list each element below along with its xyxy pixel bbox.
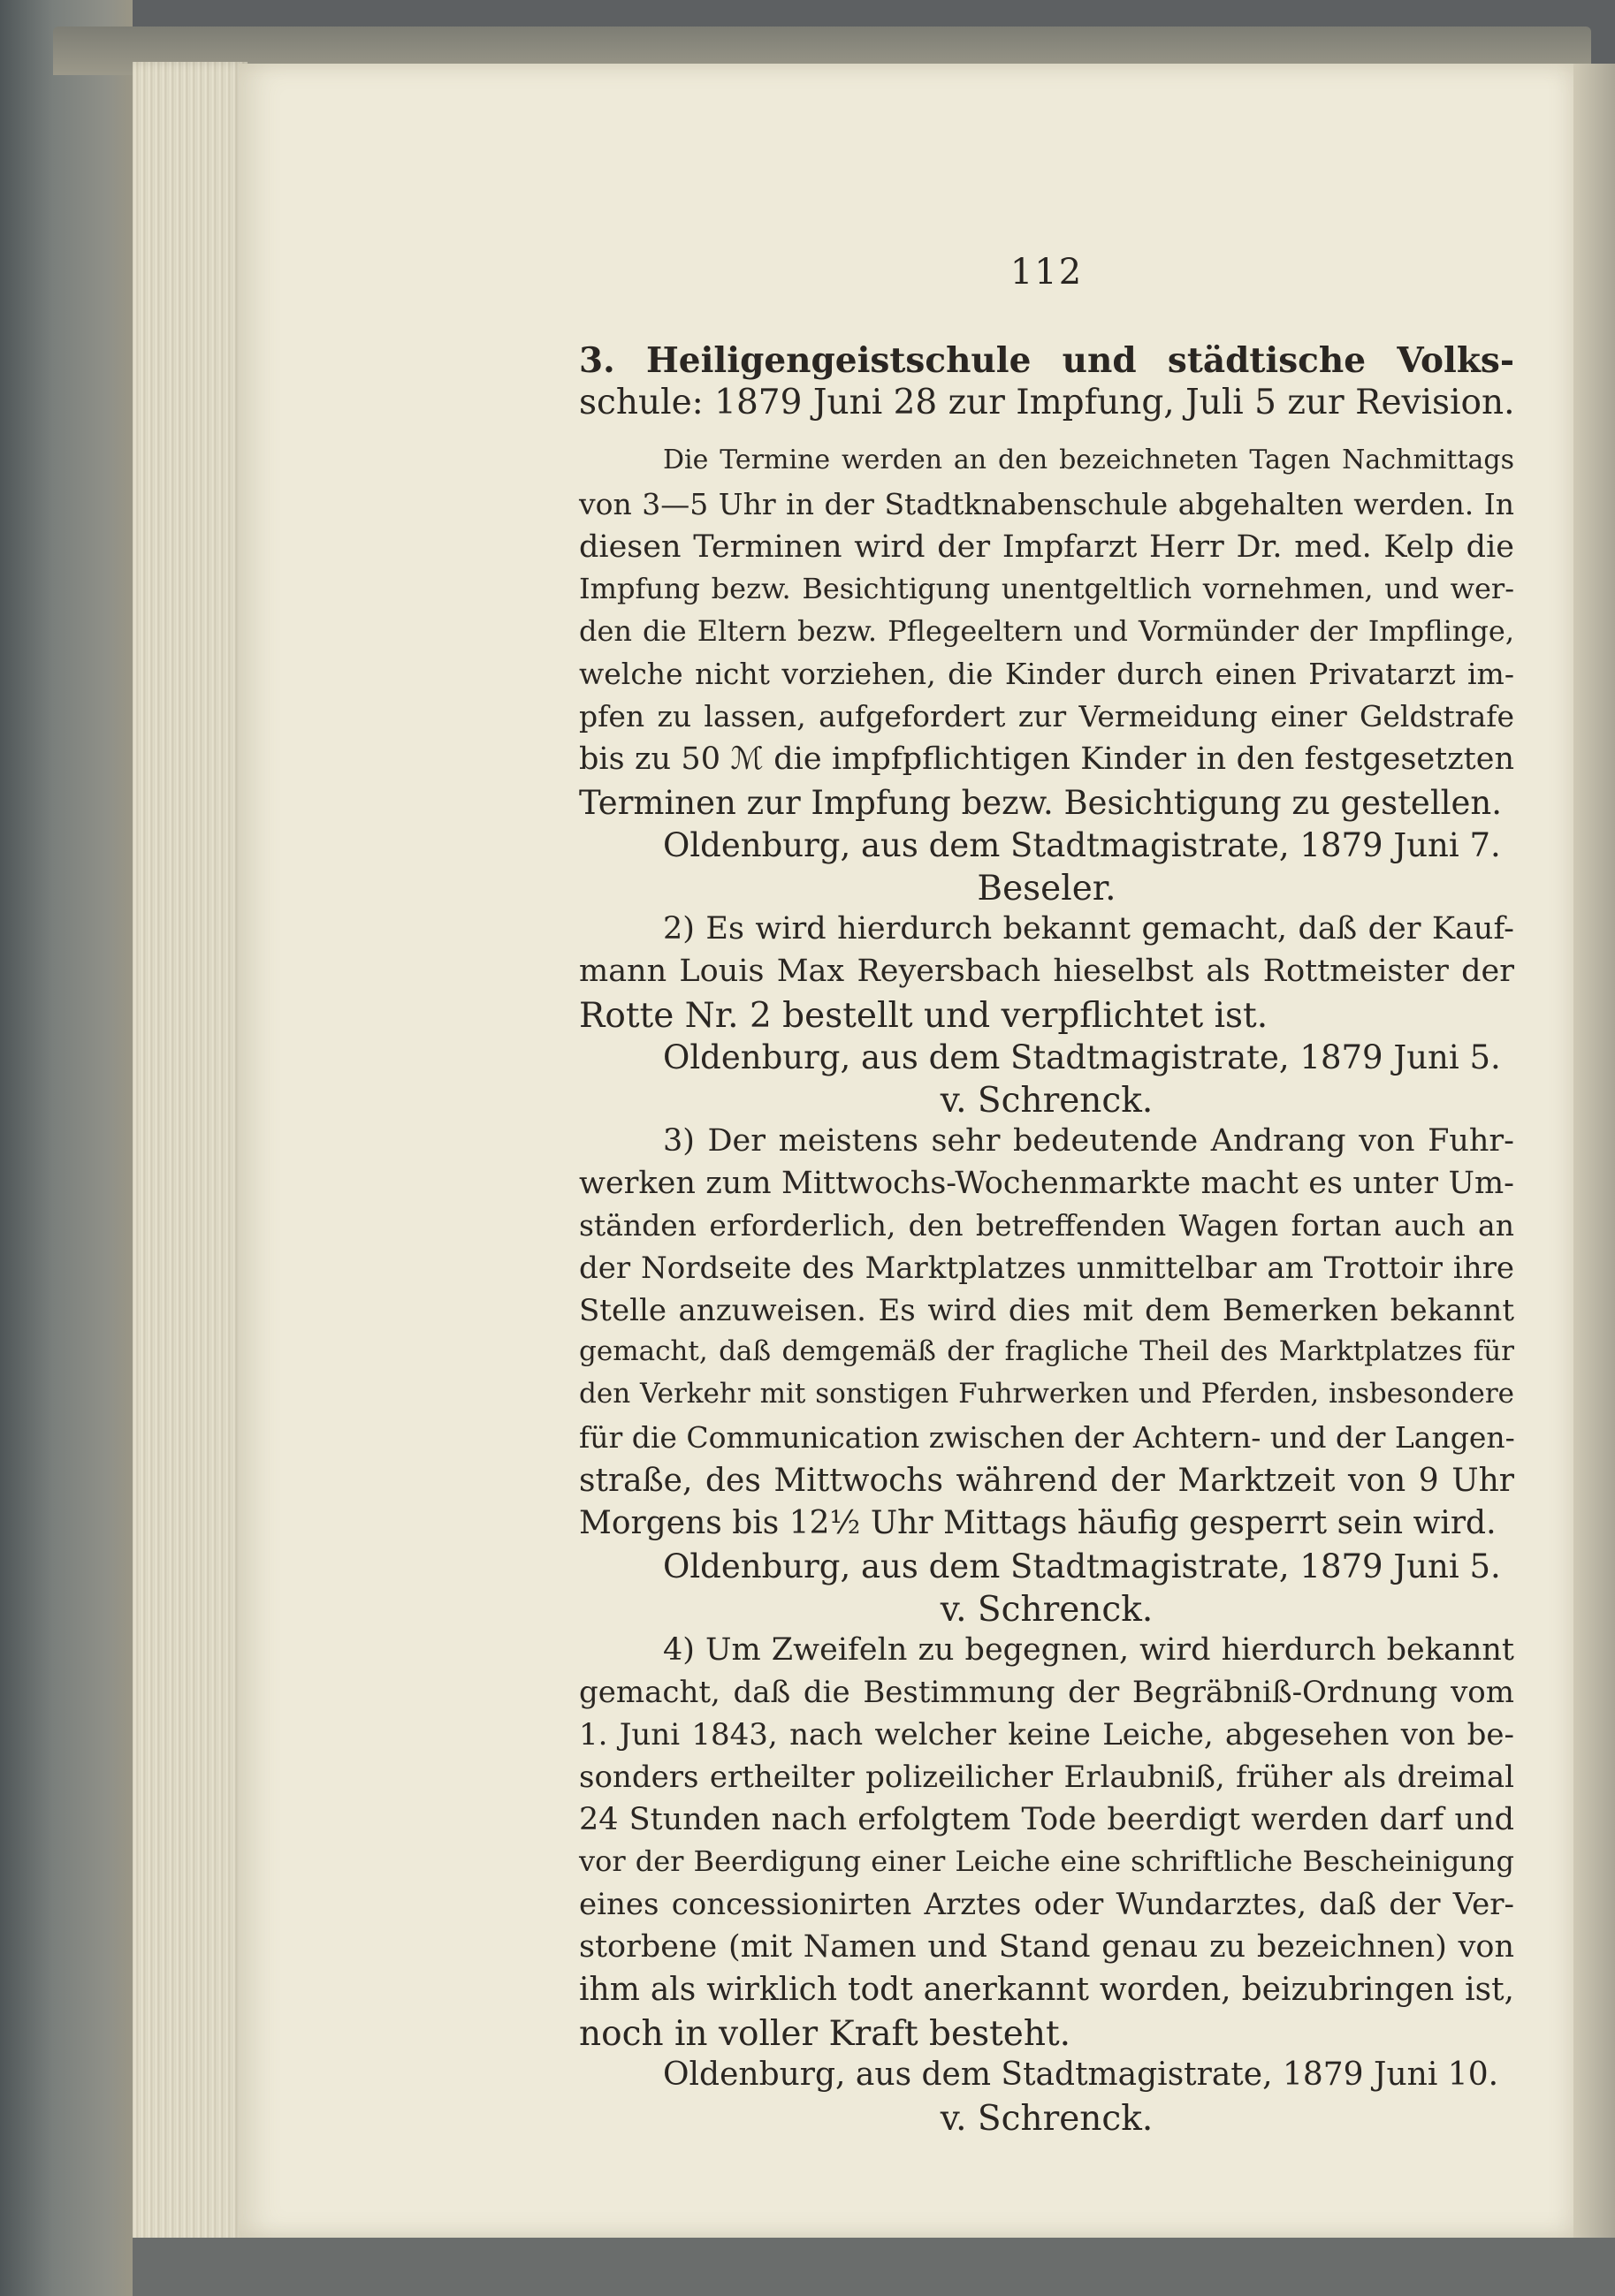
section-heading-line-2: schule: 1879 Juni 28 zur Impfung, Juli 5 zur Revision. <box>579 383 1515 422</box>
text-line: Stelle anzuweisen. Es wird dies mit dem Bemerken bekannt <box>579 1293 1514 1328</box>
text-line: Impfung bezw. Besichtigung unentgeltlich vornehmen, und wer- <box>579 572 1514 605</box>
signature-place-date: Oldenburg, aus dem Stadtmagistrate, 1879 Juni 7. <box>663 826 1501 864</box>
text-line: 1. Juni 1843, nach welcher keine Leiche, abgesehen von be- <box>579 1717 1514 1752</box>
text-line: storbene (mit Namen und Stand genau zu bezeichnen) von <box>579 1929 1514 1965</box>
text-line: mann Louis Max Reyersbach hieselbst als Rottmeister der <box>579 954 1514 989</box>
text-line: straße, des Mittwochs während der Marktzeit von 9 Uhr <box>579 1463 1514 1499</box>
text-line: eines concessionirten Arztes oder Wundarztes, daß der Ver- <box>579 1887 1514 1922</box>
signature-place-date: Oldenburg, aus dem Stadtmagistrate, 1879 Juni 10. <box>663 2057 1499 2093</box>
text-line: Morgens bis 12½ Uhr Mittags häufig gesperrt sein wird. <box>579 1505 1497 1541</box>
text-line: diesen Terminen wird der Impfarzt Herr Dr. med. Kelp die <box>579 529 1514 565</box>
signature-name: v. Schrenck. <box>940 2099 1154 2139</box>
signature-place-date: Oldenburg, aus dem Stadtmagistrate, 1879 Juni 5. <box>663 1038 1501 1076</box>
facing-page-edge <box>1573 64 1615 2238</box>
text-line: Terminen zur Impfung bezw. Besichtigung zu gestellen. <box>579 784 1502 822</box>
text-line: 4) Um Zweifeln zu begegnen, wird hierdurch bekannt <box>663 1632 1514 1668</box>
text-line: werken zum Mittwochs-Wochenmarkte macht es unter Um- <box>579 1166 1514 1201</box>
text-line: gemacht, daß demgemäß der fragliche Theil des Marktplatzes für <box>579 1335 1514 1367</box>
signature-name: Beseler. <box>977 869 1116 909</box>
book-cover-left <box>0 0 133 2296</box>
text-line: für die Communication zwischen der Achtern- und der Langen- <box>579 1420 1515 1455</box>
text-line: den Verkehr mit sonstigen Fuhrwerken und Pferden, insbesondere <box>579 1378 1514 1410</box>
text-line: noch in voller Kraft besteht. <box>579 2014 1071 2054</box>
text-line: ihm als wirklich todt anerkannt worden, beizubringen ist, <box>579 1972 1514 2008</box>
text-line: welche nicht vorziehen, die Kinder durch einen Privatarzt im- <box>579 657 1514 691</box>
signature-place-date: Oldenburg, aus dem Stadtmagistrate, 1879 Juni 5. <box>663 1547 1501 1585</box>
text-line: von 3—5 Uhr in der Stadtknabenschule abgehalten werden. In <box>579 487 1514 521</box>
text-line: Die Termine werden an den bezeichneten Tagen Nachmittags <box>663 445 1514 475</box>
text-line: sonders ertheilter polizeilicher Erlaubniß, früher als dreimal <box>579 1760 1514 1795</box>
text-line: 2) Es wird hierdurch bekannt gemacht, daß der Kauf- <box>663 911 1514 947</box>
text-line: ständen erforderlich, den betreffenden Wagen fortan auch an <box>579 1208 1514 1243</box>
text-line: gemacht, daß die Bestimmung der Begräbniß-Ordnung vom <box>579 1675 1514 1710</box>
page-number: 112 <box>1009 252 1084 293</box>
text-line: den die Eltern bezw. Pflegeeltern und Vormünder der Impflinge, <box>579 614 1514 648</box>
bottom-background <box>133 2238 1615 2296</box>
text-line: der Nordseite des Marktplatzes unmittelbar am Trottoir ihre <box>579 1251 1514 1286</box>
text-line: 24 Stunden nach erfolgtem Tode beerdigt werden darf und <box>579 1802 1514 1837</box>
signature-name: v. Schrenck. <box>940 1590 1154 1630</box>
text-line: vor der Beerdigung einer Leiche eine schriftliche Bescheinigung <box>579 1844 1514 1878</box>
text-line: 3) Der meistens sehr bedeutende Andrang von Fuhr- <box>663 1123 1514 1159</box>
text-line: bis zu 50 ℳ die impfpflichtigen Kinder in den festgesetzten <box>579 741 1514 777</box>
text-line: Rotte Nr. 2 bestellt und verpflichtet ist. <box>579 996 1268 1036</box>
page-edges <box>133 62 248 2245</box>
section-heading-line-1: 3. Heiligengeistschule und städtische Volks- <box>579 340 1514 381</box>
signature-name: v. Schrenck. <box>940 1081 1154 1121</box>
text-line: pfen zu lassen, aufgefordert zur Vermeidung einer Geldstrafe <box>579 699 1514 734</box>
